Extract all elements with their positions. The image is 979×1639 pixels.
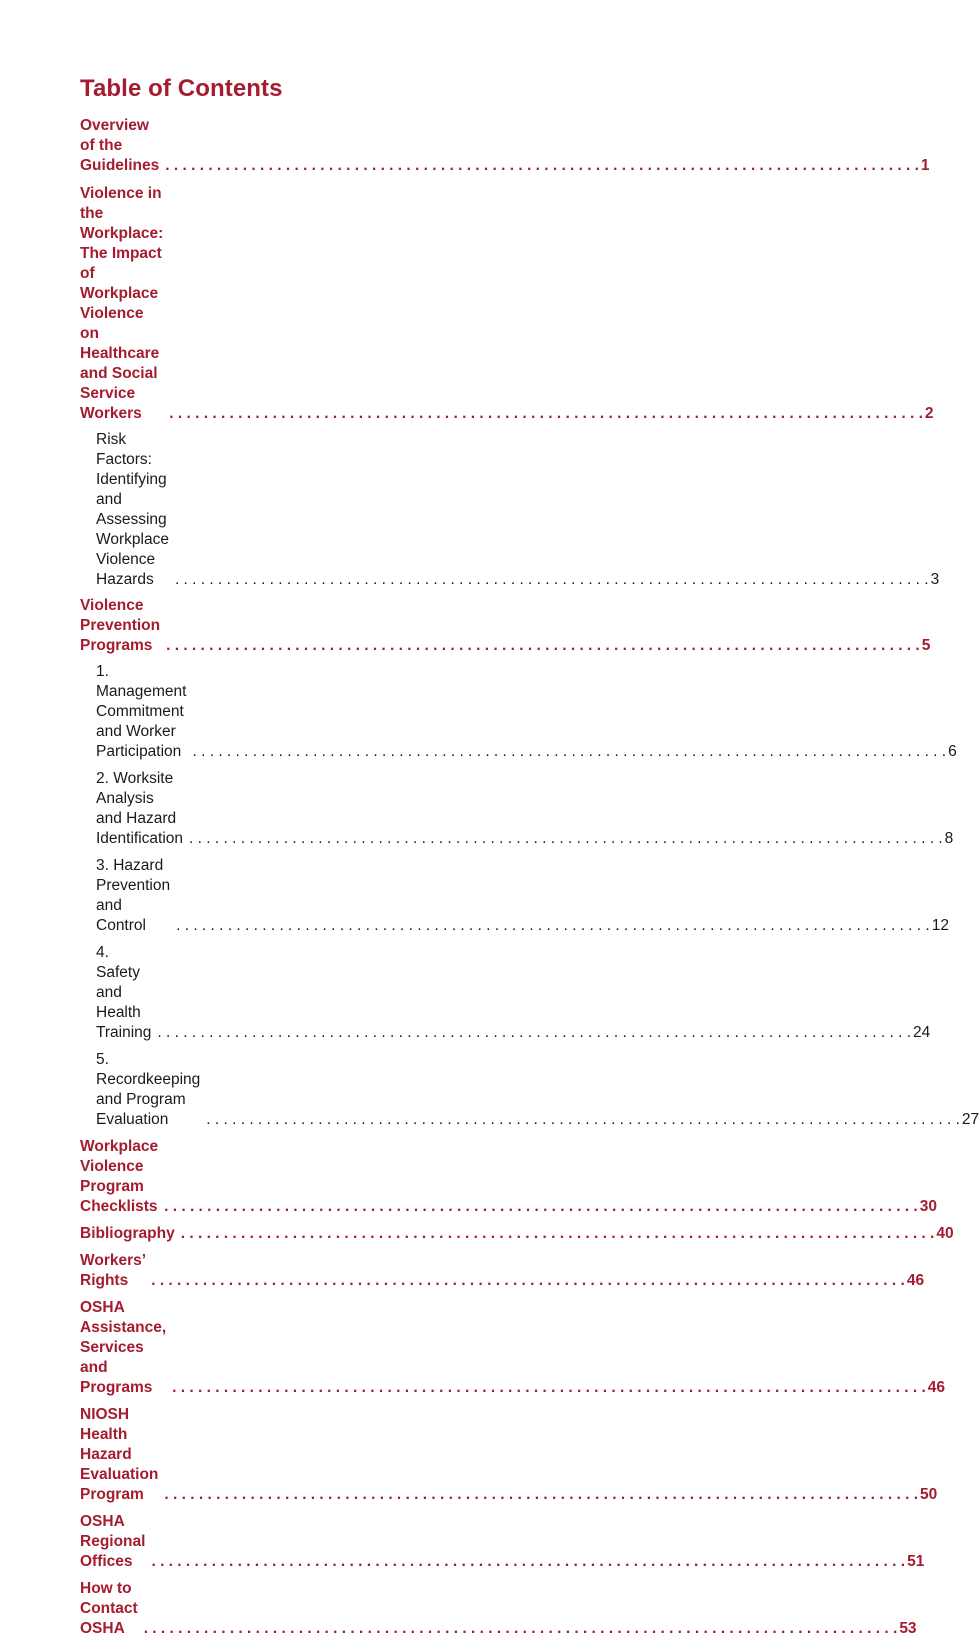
toc-entry[interactable] — [96, 662, 957, 762]
toc-entry-title: Workers’ Rights — [80, 1252, 146, 1289]
toc-entry-page-number: 46 — [906, 1272, 925, 1289]
toc-entry-page-number: 53 — [899, 1620, 917, 1637]
toc-entry-page-number: 51 — [907, 1553, 925, 1570]
toc-entry[interactable] — [80, 116, 930, 176]
toc-entry-title: Workplace Violence Program Checklists — [80, 1138, 159, 1215]
page-title: Table of Contents — [80, 75, 283, 102]
toc-entry-title: NIOSH Health Hazard Evaluation Program — [80, 1406, 159, 1503]
toc-entry[interactable] — [80, 1251, 925, 1291]
toc-entry[interactable] — [80, 1405, 938, 1505]
toc-entry-title: 3. Hazard Prevention and Control — [96, 857, 171, 934]
toc-entry-title: Overview of the Guidelines — [80, 117, 160, 174]
toc-entry-title: 1. Management Commitment and Worker Participation — [96, 663, 187, 760]
toc-entry[interactable] — [80, 1137, 937, 1217]
toc-entry-page-number: 24 — [913, 1024, 931, 1041]
toc-entry-title: Bibliography — [80, 1225, 175, 1242]
toc-entry-title: 4. Safety and Health Training — [96, 944, 152, 1041]
toc-entry-title: 2. Worksite Analysis and Hazard Identification — [96, 770, 184, 847]
dot-leader — [144, 1619, 898, 1639]
dot-leader — [164, 1197, 918, 1217]
toc-entry[interactable] — [96, 1050, 979, 1130]
toc-entry[interactable] — [96, 856, 949, 936]
toc-list — [80, 116, 979, 1639]
toc-entry-page-number: 5 — [921, 637, 931, 654]
dot-leader — [189, 829, 943, 849]
dot-leader — [164, 1485, 918, 1505]
toc-entry-page-number: 30 — [919, 1198, 937, 1215]
document-page — [80, 74, 979, 1639]
toc-entry[interactable] — [96, 769, 954, 849]
toc-entry-page-number: 1 — [920, 157, 930, 174]
toc-entry-title: Violence in the Workplace: The Impact of Workplace Violence on Healthcare and Social Service Workers — [80, 185, 164, 422]
toc-entry[interactable] — [80, 1224, 954, 1244]
toc-entry[interactable] — [96, 430, 940, 590]
toc-entry-page-number: 2 — [924, 405, 934, 422]
toc-entry[interactable] — [80, 596, 931, 656]
dot-leader — [151, 1552, 905, 1572]
toc-entry-title: Violence Prevention Programs — [80, 597, 161, 654]
toc-entry-title: 5. Recordkeeping and Program Evaluation — [96, 1051, 201, 1128]
toc-entry-title: How to Contact OSHA — [80, 1580, 138, 1637]
dot-leader — [157, 1023, 911, 1043]
toc-entry-page-number: 27 — [961, 1111, 979, 1128]
dot-leader — [192, 742, 946, 762]
dot-leader — [206, 1110, 960, 1130]
dot-leader — [165, 156, 919, 176]
toc-entry[interactable] — [96, 943, 931, 1043]
dot-leader — [181, 1224, 935, 1244]
toc-entry[interactable] — [80, 1512, 925, 1572]
dot-leader — [176, 916, 930, 936]
dot-leader — [172, 1378, 926, 1398]
dot-leader — [166, 636, 920, 656]
toc-entry-page-number: 50 — [920, 1486, 938, 1503]
toc-entry-page-number: 3 — [930, 571, 940, 588]
toc-entry-page-number: 46 — [927, 1379, 946, 1396]
toc-entry-title: OSHA Regional Offices — [80, 1513, 146, 1570]
dot-leader — [151, 1271, 905, 1291]
toc-entry-title: OSHA Assistance, Services and Programs — [80, 1299, 167, 1396]
toc-entry[interactable] — [80, 184, 934, 424]
toc-entry-page-number: 12 — [931, 917, 949, 934]
toc-entry-title: Risk Factors: Identifying and Assessing Workplace Violence Hazards — [96, 431, 169, 588]
toc-entry-page-number: 8 — [944, 830, 954, 847]
toc-entry-page-number: 40 — [936, 1225, 954, 1242]
dot-leader — [175, 570, 929, 590]
dot-leader — [169, 404, 923, 424]
toc-entry[interactable] — [80, 1579, 917, 1639]
toc-entry[interactable] — [80, 1298, 946, 1398]
toc-entry-page-number: 6 — [948, 743, 957, 760]
